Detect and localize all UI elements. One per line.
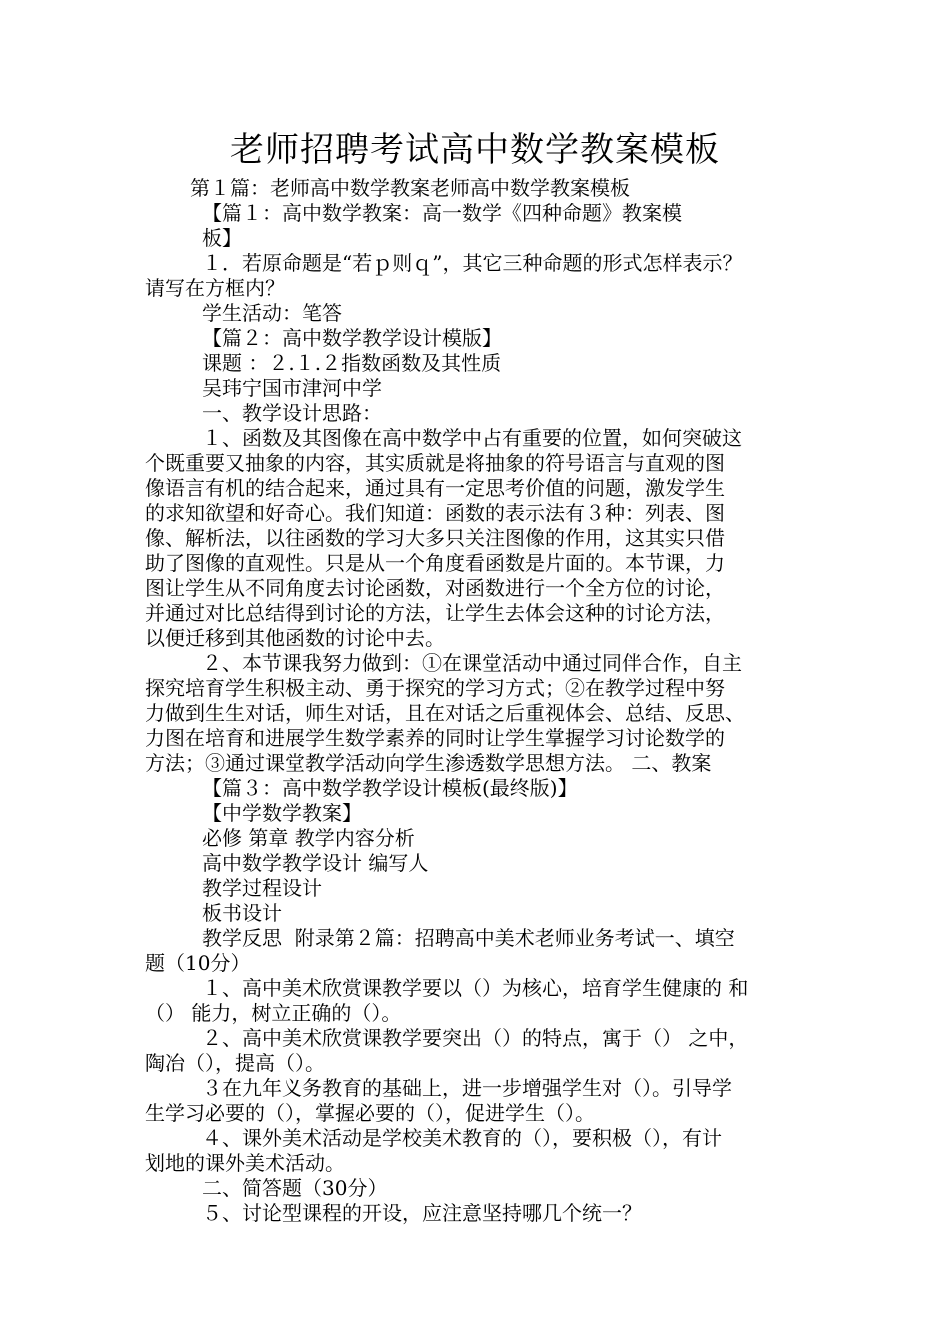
text-line: １、函数及其图像在高中数学中占有重要的位置，如何突破这: [202, 426, 742, 450]
text-line: 学生活动：笔答: [202, 301, 342, 325]
text-line: 教学过程设计: [202, 876, 322, 900]
text-line: 力图在培育和进展学生数学素养的同时让学生掌握学习讨论数学的: [145, 726, 725, 750]
text-line: 以便迁移到其他函数的讨论中去。: [145, 626, 445, 650]
text-line: ５、讨论型课程的开设，应注意坚持哪几个统一？: [202, 1201, 642, 1225]
text-line: 并通过对比总结得到讨论的方法，让学生去体会这种的讨论方法，: [145, 601, 725, 625]
text-line: 力做到生生对话，师生对话，且在对话之后重视体会、总结、反思、: [145, 701, 745, 725]
text-line: 探究培育学生积极主动、勇于探究的学习方式；②在教学过程中努: [145, 676, 725, 700]
text-line: 方法；③通过课堂教学活动向学生渗透数学思想方法。 二、教案: [145, 751, 712, 775]
text-line: 二、简答题（30分）: [202, 1176, 388, 1200]
text-line: 一、教学设计思路：: [202, 401, 382, 425]
text-line: （） 能力，树立正确的（）。: [145, 1001, 402, 1025]
text-line: 第１篇：老师高中数学教案老师高中数学教案模板: [190, 176, 630, 200]
text-line: 题（10分）: [145, 951, 251, 975]
text-line: １、高中美术欣赏课教学要以（）为核心，培育学生健康的 和: [202, 976, 749, 1000]
text-line: ２、本节课我努力做到：①在课堂活动中通过同伴合作，自主: [202, 651, 742, 675]
text-line: 个既重要又抽象的内容，其实质就是将抽象的符号语言与直观的图: [145, 451, 725, 475]
text-line: 课题 ：２.１.２指数函数及其性质: [202, 351, 502, 375]
text-line: 图让学生从不同角度去讨论函数，对函数进行一个全方位的讨论，: [145, 576, 725, 600]
text-line: 板】: [202, 226, 242, 250]
text-line: ２、高中美术欣赏课教学要突出（）的特点，寓于（） 之中，: [202, 1026, 749, 1050]
text-line: 教学反思 附录第２篇：招聘高中美术老师业务考试一、填空: [202, 926, 735, 950]
text-line: 像、解析法，以往函数的学习大多只关注图像的作用，这其实只借: [145, 526, 725, 550]
text-line: ３在九年义务教育的基础上，进一步增强学生对（）。引导学: [202, 1076, 732, 1100]
text-line: 【中学数学教案】: [202, 801, 362, 825]
text-line: 必修 第章 教学内容分析: [202, 826, 415, 850]
text-line: 陶冶（），提高（）。: [145, 1051, 325, 1075]
text-line: 【篇３：高中数学教学设计模板(最终版)】: [202, 776, 578, 800]
text-line: 吴玮宁国市津河中学: [202, 376, 382, 400]
text-line: 请写在方框内？: [145, 276, 285, 300]
text-line: 【篇１：高中数学教案：高一数学《四种命题》教案模: [202, 201, 682, 225]
text-line: 【篇２：高中数学教学设计模版】: [202, 326, 502, 350]
text-line: 的求知欲望和好奇心。我们知道：函数的表示法有３种：列表、图: [145, 501, 725, 525]
text-line: 助了图像的直观性。只是从一个角度看函数是片面的。本节课，力: [145, 551, 725, 575]
text-line: 生学习必要的（），掌握必要的（），促进学生（）。: [145, 1101, 595, 1125]
text-line: 像语言有机的结合起来，通过具有一定思考价值的问题，激发学生: [145, 476, 725, 500]
text-line: 划地的课外美术活动。: [145, 1151, 345, 1175]
document-title: 老师招聘考试高中数学教案模板: [230, 130, 720, 170]
text-line: 高中数学教学设计 编写人: [202, 851, 429, 875]
text-line: １．若原命题是“若ｐ则ｑ”，其它三种命题的形式怎样表示？: [202, 251, 743, 275]
text-line: 板书设计: [202, 901, 282, 925]
text-line: ４、课外美术活动是学校美术教育的（），要积极（），有计: [202, 1126, 722, 1150]
